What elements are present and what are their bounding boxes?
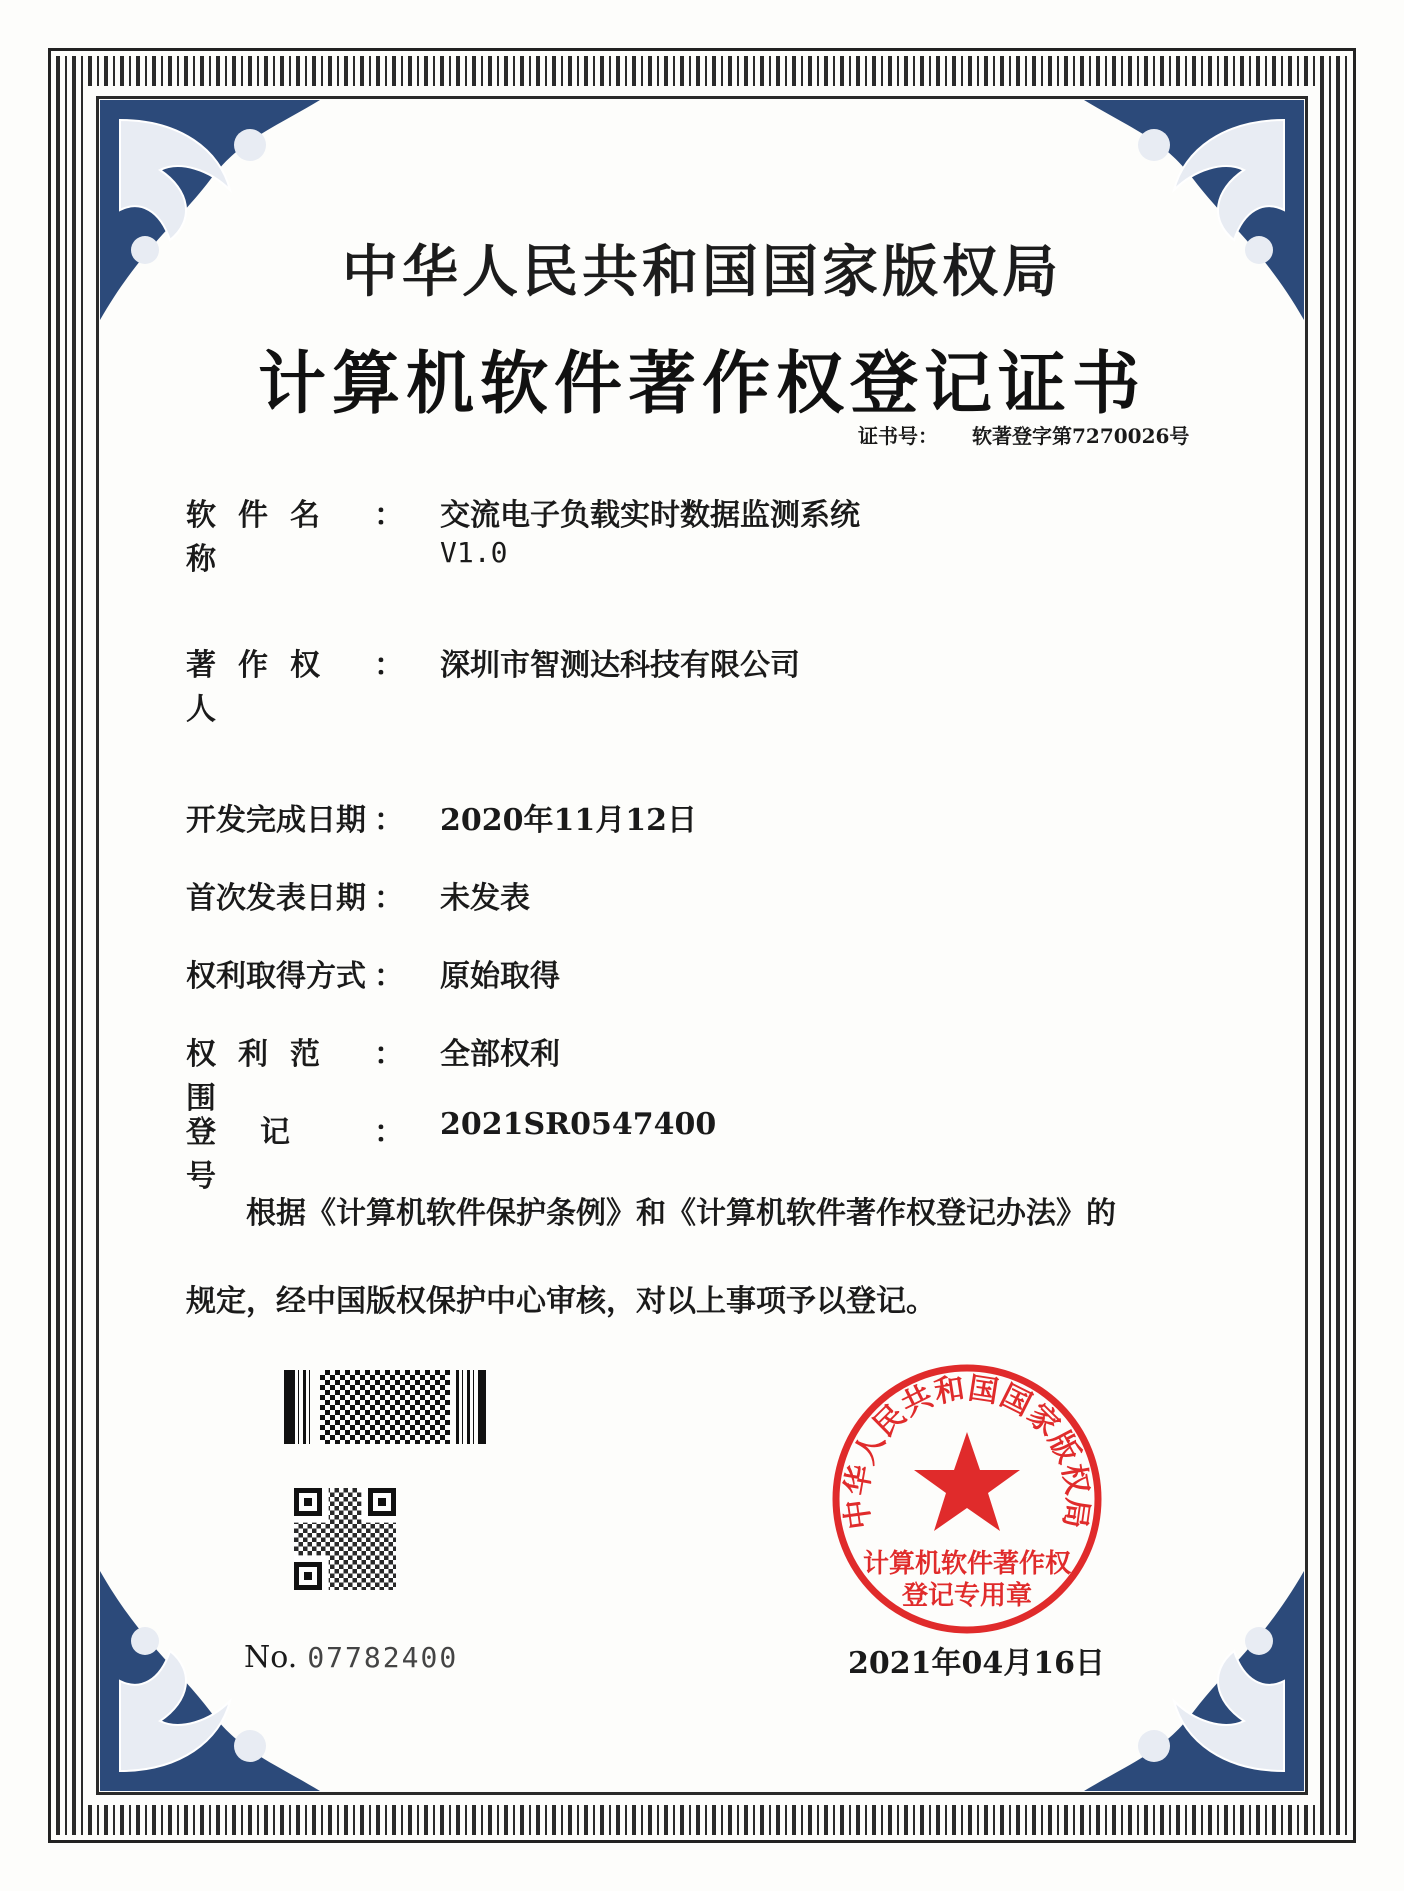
seal-arc-text: 中华人民共和国国家版权局 (839, 1370, 1095, 1532)
owner-label-text: 著作权人 (186, 648, 342, 727)
reg-no-value: 2021SR0547400 (440, 1107, 717, 1142)
software-name-label: 软件名称 ： (186, 490, 404, 578)
acquisition-label: 权利取得方式 ： (186, 951, 404, 995)
owner-value: 深圳市智测达科技有限公司 (440, 648, 800, 683)
certificate-number-value: 软著登字第7270026号 (972, 424, 1190, 448)
reg-no-label-text: 登记号 (186, 1115, 334, 1194)
acquisition-value: 原始取得 (440, 959, 560, 994)
dev-date-label: 开发完成日期 ： (186, 795, 404, 839)
software-name-label-text: 软件名称 (186, 498, 342, 577)
serial-number (244, 1640, 458, 1675)
acquisition-label-text: 权利取得方式 (186, 959, 366, 994)
serial-number-value: 07782400 (307, 1641, 459, 1674)
owner-label: 著作权人 ： (186, 640, 404, 728)
certificate-number (858, 420, 1189, 449)
legal-basis-line-1: 根据《计算机软件保护条例》和《计算机软件著作权登记办法》的 (246, 1196, 1116, 1231)
corner-ornament-bottom-right (1084, 1571, 1304, 1791)
scope-value: 全部权利 (440, 1037, 560, 1072)
publish-date-value: 未发表 (440, 881, 530, 916)
seal-star-icon (914, 1432, 1020, 1531)
dev-date-value: 2020年11月12日 (440, 803, 697, 838)
certificate-title: 计算机软件著作权登记证书 (257, 344, 1146, 424)
barcode (284, 1370, 486, 1444)
serial-number-label: No. (244, 1640, 298, 1675)
official-seal (828, 1360, 1106, 1638)
certificate-number-label: 证书号： (858, 424, 938, 448)
reg-no-label: 登记号 ： (186, 1107, 404, 1195)
dev-date-label-text: 开发完成日期 (186, 803, 366, 838)
software-name-value: 交流电子负载实时数据监测系统 (440, 498, 860, 533)
publish-date-label-text: 首次发表日期 (186, 881, 366, 916)
scope-label: 权利范围 ： (186, 1029, 404, 1117)
seal-line-2: 登记专用章 (901, 1581, 1033, 1611)
legal-basis-line-2: 规定，经中国版权保护中心审核，对以上事项予以登记。 (186, 1284, 936, 1319)
publish-date-label: 首次发表日期 ： (186, 873, 404, 917)
corner-ornament-bottom-left (100, 1571, 320, 1791)
seal-line-1: 计算机软件著作权 (862, 1549, 1072, 1579)
issuing-authority: 中华人民共和国国家版权局 (342, 239, 1062, 305)
issue-date: 2021年04月16日 (848, 1646, 1105, 1681)
qr-code (294, 1488, 396, 1590)
scope-label-text: 权利范围 (186, 1037, 342, 1116)
software-version: V1.0 (440, 536, 508, 569)
